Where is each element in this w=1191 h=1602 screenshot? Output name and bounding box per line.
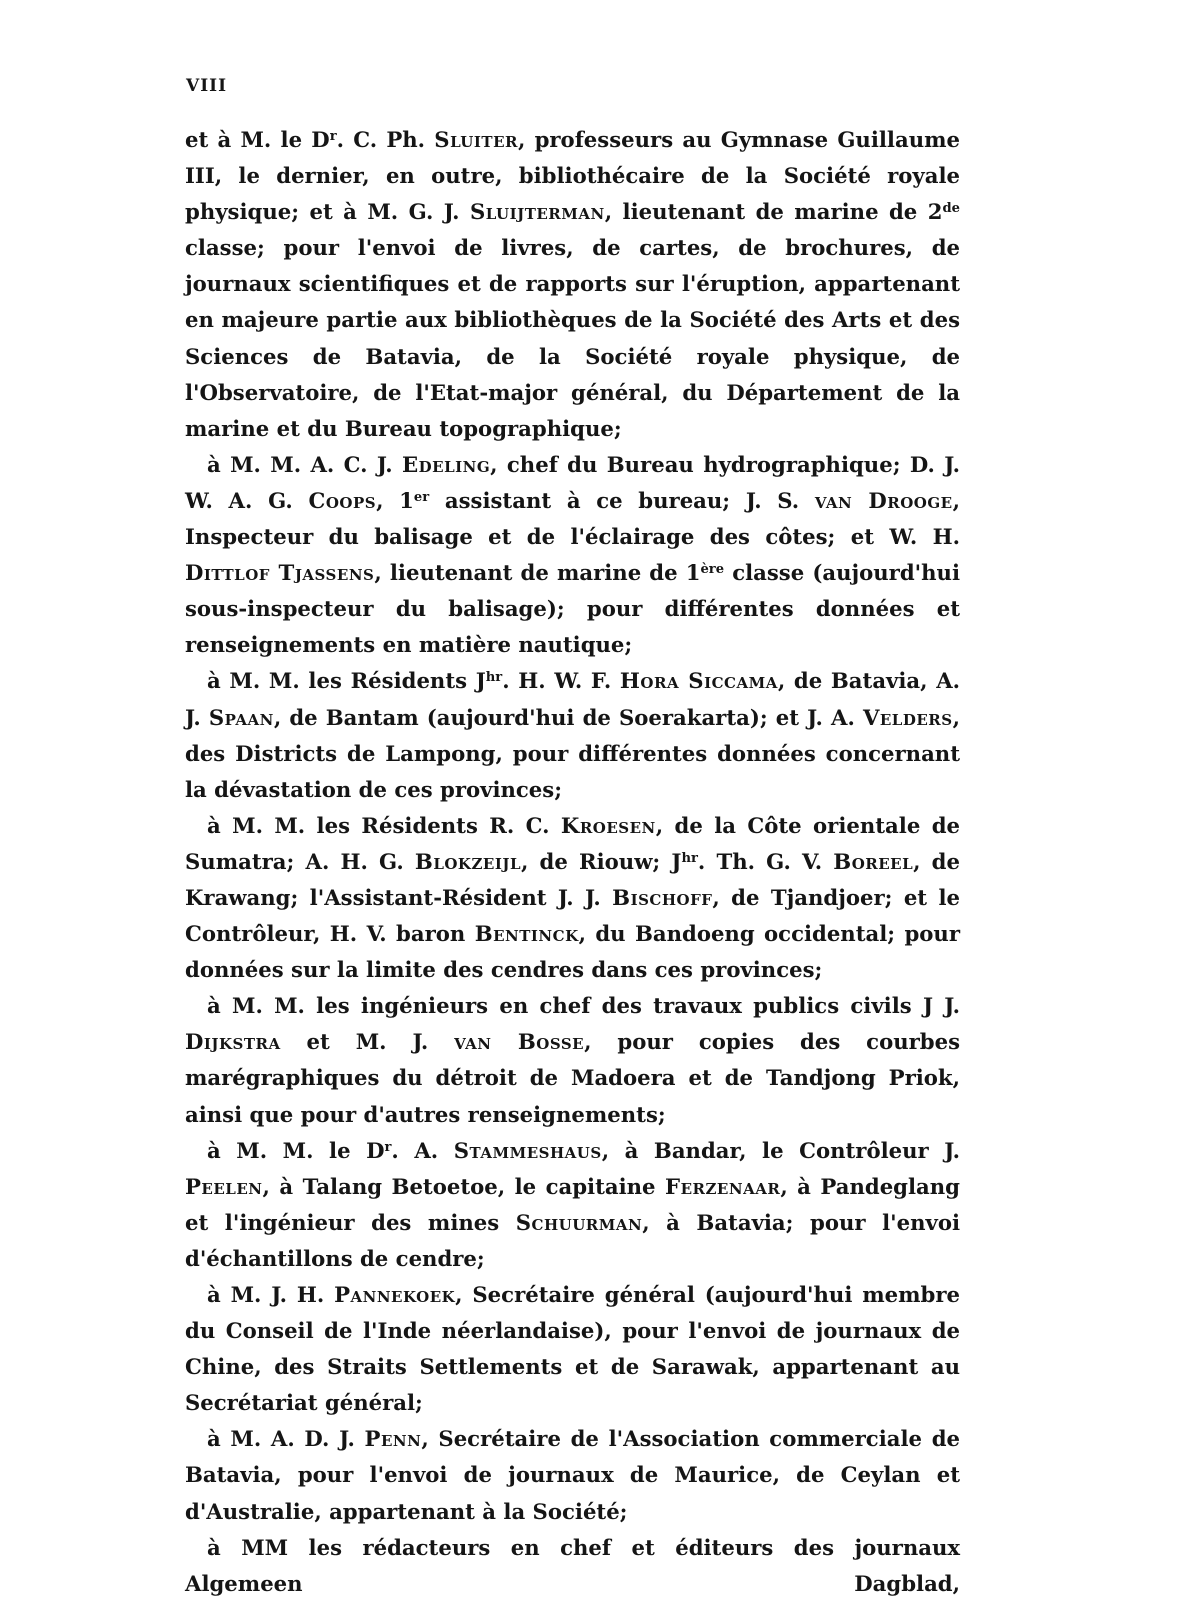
- paragraph-9: à MM les rédacteurs en chef et éditeurs des journaux Algemeen Dagblad,: [185, 1534, 960, 1596]
- paragraph-8: à M. A. D. J. Penn, Secrétaire de l'Association commerciale de Batavia, pour l'envoi de journaux de Maurice, de Ceylan et d'Australie, appartenant à la Société;: [185, 1426, 960, 1524]
- person-name: Boreel: [833, 848, 914, 874]
- body-text: [185, 122, 960, 1602]
- person-name: van Drooge: [814, 487, 953, 513]
- paragraph-6: à M. M. le $D^r$. A. Stammeshaus, à Bandar, le Contrôleur J. Peelen, à Talang Betoetoe, le capitaine Ferzenaar, à Pandeglang et l'ingénieur des mines Schuurman, à Batavia; pour l'envoi d'échantillons de cendre;: [185, 1137, 960, 1271]
- person-name: Peelen: [185, 1173, 263, 1199]
- paragraph-2: à M. M. A. C. J. Edeling, chef du Bureau hydrographique; D. J. W. A. G. Coops, 1er assistant à ce bureau; J. S. van Drooge, Inspecteur du balisage et de l'éclairage des côtes; et W. H. Dittlof Tjassens, lieutenant de marine de 1ère classe (aujourd'hui sous-inspecteur du balisage); pour différentes données et renseignements en matière nautique;: [185, 451, 960, 658]
- person-name: van Bosse: [454, 1029, 585, 1055]
- paragraph-1: et à M. le $D^r$. C. Ph. Sluiter, professeurs au Gymnase Guillaume III, le dernier, en outre, bibliothécaire de la Société royale physique; et à M. G. J. Sluijterman, lieutenant de marine de 2de classe; pour l'envoi de livres, de cartes, de brochures, de journaux scientifiques et de rapports sur l'éruption, appartenant en majeure partie aux bibliothèques de la Société des Arts et des Sciences de Batavia, de la Société royale physique, de l'Observatoire, de l'Etat-major général, du Département de la marine et du Bureau topographique;: [185, 127, 961, 441]
- paragraph-7: à M. J. H. Pannekoek, Secrétaire général (aujourd'hui membre du Conseil de l'Inde néerlandaise), pour l'envoi de journaux de Chine, des Straits Settlements et de Sarawak, appartenant au Secrétariat général;: [185, 1282, 960, 1416]
- person-name: Velders: [862, 704, 953, 730]
- paragraph-3: à M. M. les Résidents $J^{hr}$. H. W. F. Hora Siccama, de Batavia, A. J. Spaan, de Bantam (aujourd'hui de Soerakarta); et J. A. Velders, des Districts de Lampong, pour différentes données concernant la dévastation de ces provinces;: [185, 668, 961, 802]
- person-name: Penn: [364, 1426, 422, 1452]
- person-name: Sluijterman: [469, 199, 605, 225]
- person-name: Bentinck: [474, 921, 579, 947]
- person-name: Dijkstra: [185, 1029, 281, 1055]
- person-name: Blokzeijl: [414, 848, 522, 874]
- paragraph-5: à M. M. les ingénieurs en chef des travaux publics civils J J. Dijkstra et M. J. van Bosse, pour copies des courbes marégraphiques du détroit de Madoera et de Tandjong Priok, ainsi que pour d'autres renseignements;: [185, 993, 960, 1127]
- person-name: Edeling: [401, 451, 491, 477]
- paragraph-4: à M. M. les Résidents R. C. Kroesen, de la Côte orientale de Sumatra; A. H. G. Blokzeijl, de Riouw; $J^{hr}$. Th. G. V. Boreel, de Krawang; l'Assistant-Résident J. J. Bischoff, de Tjandjoer; et le Contrôleur, H. V. baron Bentinck, du Bandoeng occidental; pour données sur la limite des cendres dans ces provinces;: [185, 812, 960, 983]
- person-name: Spaan: [208, 704, 274, 730]
- page-number: VIII: [186, 76, 228, 96]
- person-name: Pannekoek: [334, 1282, 456, 1307]
- person-name: Bischoff: [612, 884, 713, 910]
- person-name: Hora Siccama: [619, 668, 778, 694]
- person-name: Ferzenaar: [665, 1173, 781, 1199]
- person-name: Sluiter: [434, 127, 518, 152]
- person-name: Schuurman: [515, 1209, 643, 1235]
- person-name: Dittlof Tjassens: [185, 560, 375, 586]
- person-name: Stammeshaus: [453, 1137, 602, 1163]
- person-name: Kroesen: [560, 812, 656, 838]
- person-name: Coops: [308, 487, 377, 513]
